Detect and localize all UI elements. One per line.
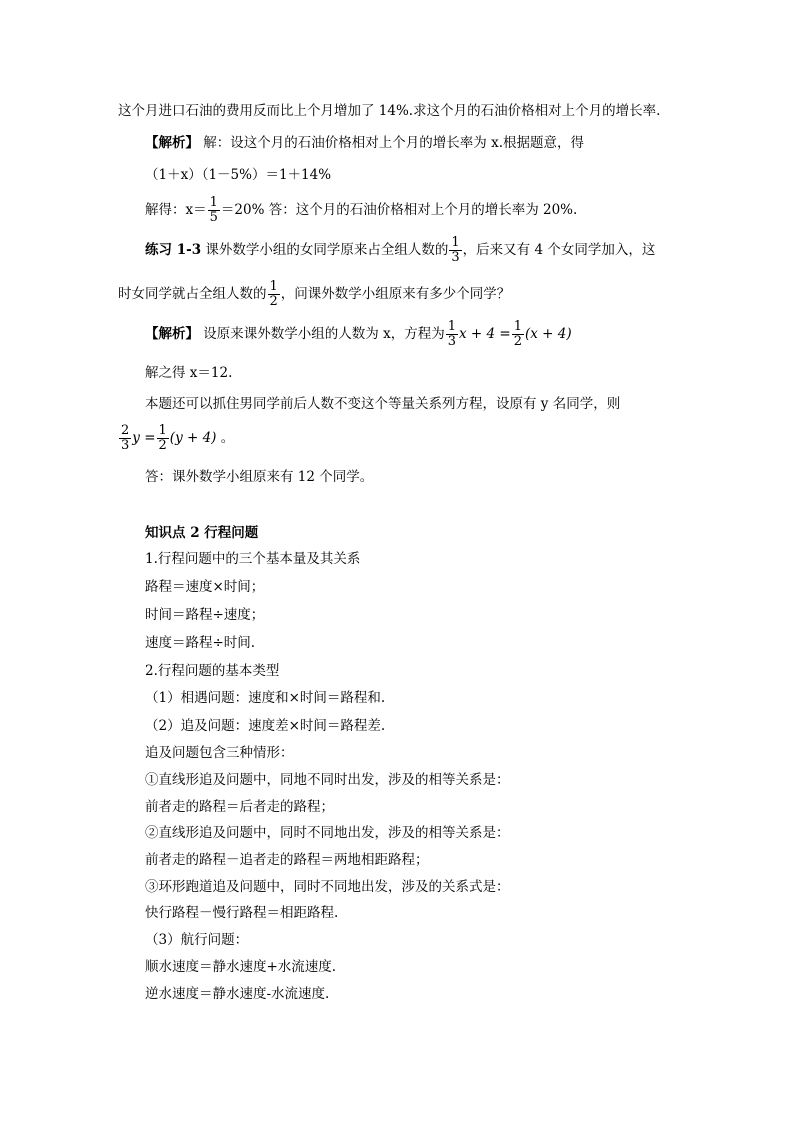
denominator: 3 bbox=[447, 334, 456, 349]
numerator: 1 bbox=[209, 195, 218, 210]
fraction bbox=[512, 320, 524, 349]
exercise-line bbox=[145, 236, 655, 265]
denominator: 5 bbox=[209, 210, 218, 225]
text-line: 1.行程问题中的三个基本量及其关系 bbox=[145, 551, 361, 567]
numerator: 1 bbox=[451, 235, 460, 250]
fraction bbox=[449, 236, 461, 265]
numerator: 1 bbox=[513, 319, 522, 334]
text-span: 。 bbox=[216, 430, 235, 446]
text-line: 顺水速度＝静水速度+水流速度. bbox=[145, 959, 337, 975]
text-line: （3）航行问题： bbox=[145, 932, 249, 948]
text-line: ③环形跑道追及问题中，同时不同地出发，涉及的关系式是： bbox=[145, 879, 510, 895]
analysis-line bbox=[145, 320, 572, 349]
fraction bbox=[119, 424, 131, 453]
text-span: 解得：x＝ bbox=[145, 202, 207, 218]
text-line: 快行路程－慢行路程＝相距路程. bbox=[145, 905, 339, 921]
denominator: 2 bbox=[513, 334, 522, 349]
solution-line bbox=[145, 196, 577, 225]
denominator: 2 bbox=[269, 294, 278, 309]
section-heading: 知识点 2 行程问题 bbox=[145, 525, 259, 541]
text-span: ，后来又有 4 个女同学加入，这 bbox=[462, 242, 656, 258]
numerator: 1 bbox=[269, 279, 278, 294]
text-span: ，问课外数学小组原来有多少个同学？ bbox=[280, 286, 511, 302]
text-line: 路程＝速度×时间； bbox=[145, 579, 265, 595]
fraction bbox=[268, 280, 280, 309]
denominator: 3 bbox=[121, 438, 130, 453]
exercise-label: 练习 1-3 bbox=[145, 242, 202, 258]
fraction bbox=[208, 196, 220, 225]
text-line: 前者走的路程＝后者走的路程； bbox=[145, 799, 334, 815]
text-line bbox=[118, 280, 510, 309]
text-line: 解之得 x＝12. bbox=[145, 365, 233, 381]
equation-part: x + 4 = bbox=[458, 326, 511, 342]
text-line: 追及问题包含三种情形： bbox=[145, 745, 294, 761]
text-line: ①直线形追及问题中，同地不同时出发，涉及的相等关系是： bbox=[145, 772, 510, 788]
text-line: 时间＝路程÷速度； bbox=[145, 607, 265, 623]
text-span: 时女同学就占全组人数的 bbox=[118, 286, 267, 302]
denominator: 3 bbox=[451, 250, 460, 265]
equation-part: (x + 4) bbox=[524, 326, 572, 342]
equation-line bbox=[118, 424, 234, 453]
analysis-line bbox=[145, 134, 584, 152]
text-span: ＝20% 答：这个月的石油价格相对上个月的增长率为 20%. bbox=[220, 202, 578, 218]
numerator: 2 bbox=[121, 423, 130, 438]
numerator: 1 bbox=[158, 423, 167, 438]
text-line: 逆水速度＝静水速度-水流速度. bbox=[145, 986, 330, 1002]
text-span: 解：设这个月的石油价格相对上个月的增长率为 x.根据题意，得 bbox=[199, 135, 584, 151]
denominator: 2 bbox=[158, 438, 167, 453]
text-line: 这个月进口石油的费用反而比上个月增加了 14%.求这个月的石油价格相对上个月的增长率. bbox=[118, 103, 661, 119]
equation-line: （1＋x）（1－5%）＝1＋14% bbox=[145, 167, 332, 183]
text-line: （1）相遇问题：速度和×时间＝路程和. bbox=[145, 690, 386, 706]
numerator: 1 bbox=[447, 319, 456, 334]
text-line: 前者走的路程－追者走的路程＝两地相距路程； bbox=[145, 852, 429, 868]
text-line: 2.行程问题的基本类型 bbox=[145, 663, 280, 679]
text-line: 本题还可以抓住男同学前后人数不变这个等量关系列方程，设原有 y 名同学，则 bbox=[145, 396, 621, 412]
text-line: ②直线形追及问题中，同时不同地出发，涉及的相等关系是： bbox=[145, 825, 510, 841]
fraction bbox=[157, 424, 169, 453]
equation-part: (y + 4) bbox=[169, 430, 217, 446]
analysis-label: 【解析】 bbox=[145, 326, 199, 342]
text-line: （2）追及问题：速度差×时间＝路程差. bbox=[145, 718, 386, 734]
text-line: 速度＝路程÷时间. bbox=[145, 635, 256, 651]
answer-line: 答：课外数学小组原来有 12 个同学。 bbox=[145, 469, 374, 485]
text-span: 设原来课外数学小组的人数为 x，方程为 bbox=[199, 326, 445, 342]
equation-part: y = bbox=[132, 430, 156, 446]
fraction bbox=[446, 320, 458, 349]
analysis-label: 【解析】 bbox=[145, 135, 199, 151]
text-span: 课外数学小组的女同学原来占全组人数的 bbox=[201, 242, 449, 258]
